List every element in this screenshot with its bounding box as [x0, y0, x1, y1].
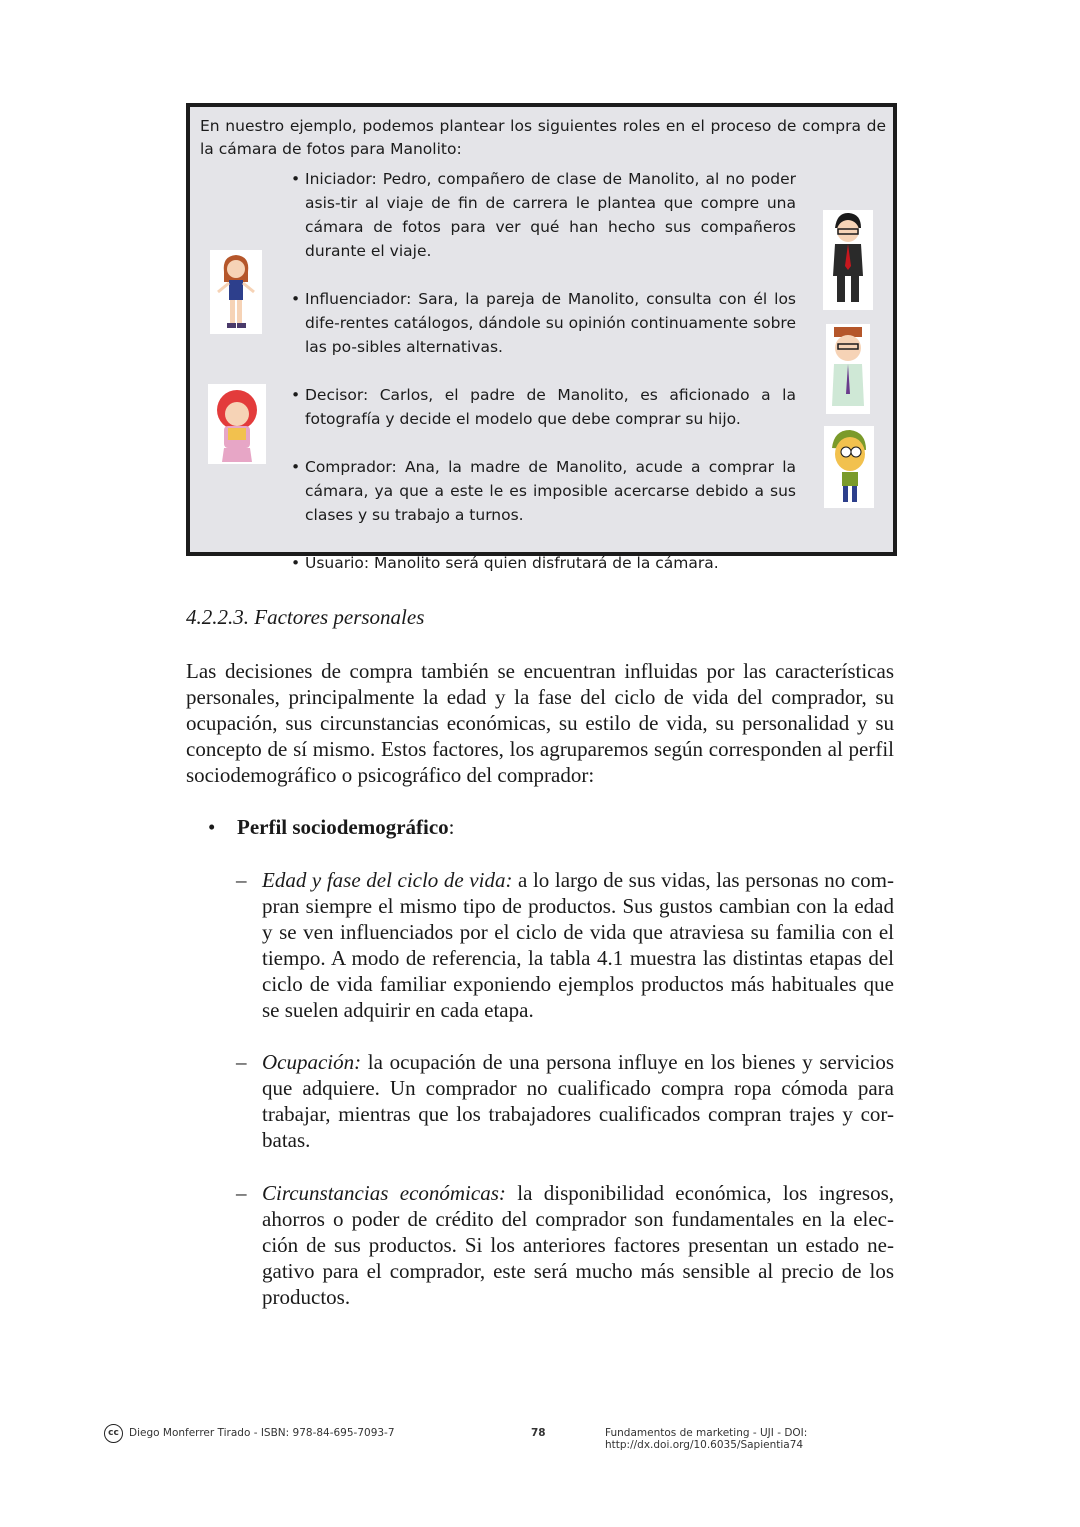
bullet-perfil-sociodemografico [208, 815, 455, 840]
list-item-edad [236, 867, 894, 1023]
bullet-dot: • [208, 815, 216, 839]
role-comprador: • Comprador: Ana, la madre de Manolito, acude a comprar la cámara, ya que a este le es imposible acercarse debido a sus clases y su trabajo a turnos. [290, 455, 796, 527]
role-influenciador: • Influenciador: Sara, la pareja de Manolito, consulta con él los dife-rentes catálogos, dándole su opinión continuamente sobre las po-sibles alternativas. [290, 287, 796, 359]
bullet-suffix: : [448, 815, 455, 839]
item-term: Edad y fase del ciclo de vida: [262, 868, 513, 892]
list-item-ocupacion [236, 1049, 894, 1153]
role-usuario: • Usuario: Manolito será quien disfrutará de la cámara. [290, 551, 796, 575]
item-dash: – [236, 868, 247, 892]
item-dash: – [236, 1050, 247, 1074]
footer-author-isbn: Diego Monferrer Tirado - ISBN: 978-84-695-7093-7 [129, 1427, 395, 1439]
character-carlos-illustration [826, 324, 870, 414]
page-number: 78 [531, 1427, 546, 1439]
item-term: Ocupación: [262, 1050, 362, 1074]
item-text: la ocupación de una persona influye en los bienes y servicios que adquiere. Un comprador no cualificado compra ropa cómoda para trabajar, mientras que los trabajadores cualificados compran trajes y cor-batas. [262, 1050, 894, 1152]
roles-list [290, 167, 796, 575]
character-pedro-illustration [823, 210, 873, 310]
page-footer [104, 1424, 984, 1451]
item-text: a lo largo de sus vidas, las personas no com-pran siempre el mismo tipo de productos. Sus gustos cambian con la edad y se ven influenciados por el ciclo de vida que atraviesa su familia con el tiempo. A modo de referencia, la tabla 4.1 muestra las distintas etapas del ciclo de vida familiar exponiendo ejemplos productos más habituales que se suelen adquirir en cada etapa. [262, 868, 894, 1022]
creative-commons-icon: cc [104, 1424, 123, 1443]
character-manolito-illustration [824, 426, 874, 508]
footer-doi: Fundamentos de marketing - UJI - DOI: http://dx.doi.org/10.6035/Sapientia74 [605, 1427, 808, 1451]
character-sara-illustration [210, 250, 262, 334]
item-dash: – [236, 1181, 247, 1205]
role-decisor: • Decisor: Carlos, el padre de Manolito, es aficionado a la fotografía y decide el modelo que debe comprar su hijo. [290, 383, 796, 431]
example-intro: En nuestro ejemplo, podemos plantear los siguientes roles en el proceso de compra de la cámara de fotos para Manolito: [200, 117, 886, 158]
character-ana-illustration [208, 384, 266, 464]
list-item-circunstancias [236, 1180, 894, 1310]
section-paragraph: Las decisiones de compra también se encuentran influidas por las características personales, principalmente la edad y la fase del ciclo de vida del comprador, su ocupación, sus circunstancias económicas, su estilo de vida, su personalidad y su concepto de sí mismo. Estos factores, los agruparemos según corresponden al perfil sociodemográfico o psicográfico del comprador: [186, 659, 894, 787]
item-text: la disponibilidad económica, los ingresos, ahorros o poder de crédito del comprador son fundamentales en la elec-ción de sus productos. Si los anteriores factores presentan un estado ne-gativo para el comprador, este será mucho más sensible al precio de los productos. [262, 1181, 894, 1309]
section-heading: 4.2.2.3. Factores personales [186, 605, 425, 629]
example-box [186, 103, 897, 572]
role-iniciador: • Iniciador: Pedro, compañero de clase de Manolito, al no poder asis-tir al viaje de fin de carrera le plantea que compre una cámara de fotos para ver qué han hecho sus compañeros durante el viaje. [290, 167, 796, 263]
item-term: Circunstancias económicas: [262, 1181, 506, 1205]
bullet-label: Perfil sociodemográfico [237, 815, 449, 839]
